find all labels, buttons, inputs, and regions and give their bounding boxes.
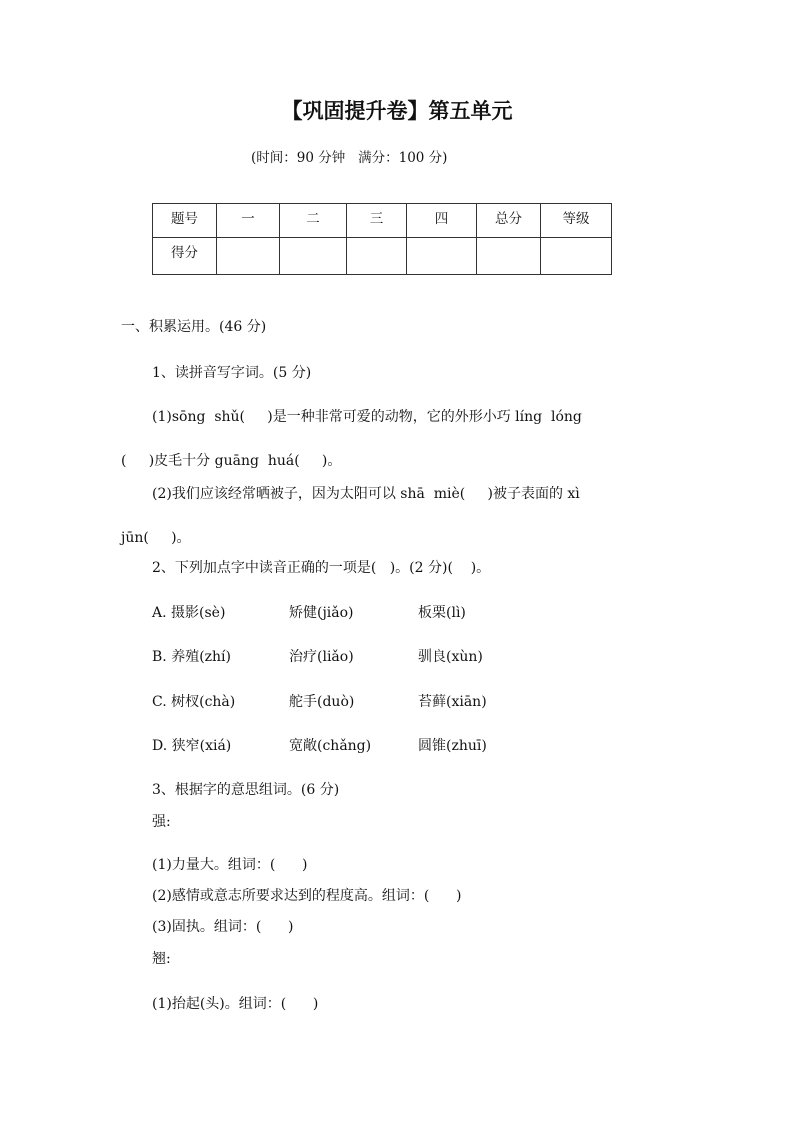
question-2-title: 2、下列加点字中读音正确的一项是( )。(2 分)( )。 xyxy=(152,560,491,576)
score-cell[interactable] xyxy=(280,238,347,275)
question-3-character: 翘: xyxy=(152,951,171,967)
option-d-word: 宽敞(chǎng) xyxy=(289,738,372,754)
score-cell[interactable] xyxy=(407,238,477,275)
score-cell[interactable] xyxy=(347,238,407,275)
option-d-word: 圆锥(zhuī) xyxy=(418,738,487,754)
option-c-word: 苔藓(xiān) xyxy=(418,694,487,710)
question-1-line: (2)我们应该经常晒被子，因为太阳可以 shā miè( )被子表面的 xì xyxy=(152,486,580,502)
score-table-header-cell: 三 xyxy=(347,204,407,238)
option-b-word: 驯良(xùn) xyxy=(418,649,483,665)
score-table-score-row xyxy=(153,238,612,275)
option-a-word: 矫健(jiǎo) xyxy=(289,605,354,621)
question-3-item: (1)抬起(头)。组词：( ) xyxy=(152,996,319,1012)
question-3-item: (1)力量大。组词：( ) xyxy=(152,857,308,873)
question-1-line: ( )皮毛十分 guāng huá( )。 xyxy=(121,453,342,469)
option-a-word: A. 摄影(sè) xyxy=(152,605,226,621)
question-1-line: jūn( )。 xyxy=(121,530,191,546)
score-table-header-cell: 一 xyxy=(217,204,280,238)
score-row-label: 得分 xyxy=(153,238,217,275)
option-d-word: D. 狭窄(xiá) xyxy=(152,738,232,754)
option-c-word: 舵手(duò) xyxy=(289,694,355,710)
score-table xyxy=(152,203,612,275)
question-1-line: (1)sōng shǔ( )是一种非常可爱的动物，它的外形小巧 líng lóng xyxy=(152,409,582,425)
page-title: 【巩固提升卷】第五单元 xyxy=(281,98,513,123)
score-table-header-cell: 等级 xyxy=(541,204,612,238)
question-3-title: 3、根据字的意思组词。(6 分) xyxy=(152,782,340,798)
section-heading: 一、积累运用。(46 分) xyxy=(121,319,267,335)
score-table-header-cell: 总分 xyxy=(477,204,541,238)
score-cell[interactable] xyxy=(541,238,612,275)
option-b-word: B. 养殖(zhí) xyxy=(152,649,231,665)
question-3-item: (2)感情或意志所要求达到的程度高。组词：( ) xyxy=(152,888,462,904)
score-table-header-cell: 四 xyxy=(407,204,477,238)
score-cell[interactable] xyxy=(217,238,280,275)
option-b-word: 治疗(liǎo) xyxy=(289,649,354,665)
score-cell[interactable] xyxy=(477,238,541,275)
question-3-item: (3)固执。组词：( ) xyxy=(152,919,294,935)
score-table-header-row xyxy=(153,204,612,238)
question-1-title: 1、读拼音写字词。(5 分) xyxy=(152,365,312,381)
score-table-header-cell: 题号 xyxy=(153,204,217,238)
option-c-word: C. 树杈(chà) xyxy=(152,694,236,710)
exam-meta: (时间：90 分钟 满分：100 分) xyxy=(251,150,448,166)
question-3-character: 强: xyxy=(152,814,171,830)
score-table-header-cell: 二 xyxy=(280,204,347,238)
option-a-word: 板栗(lì) xyxy=(418,605,466,621)
